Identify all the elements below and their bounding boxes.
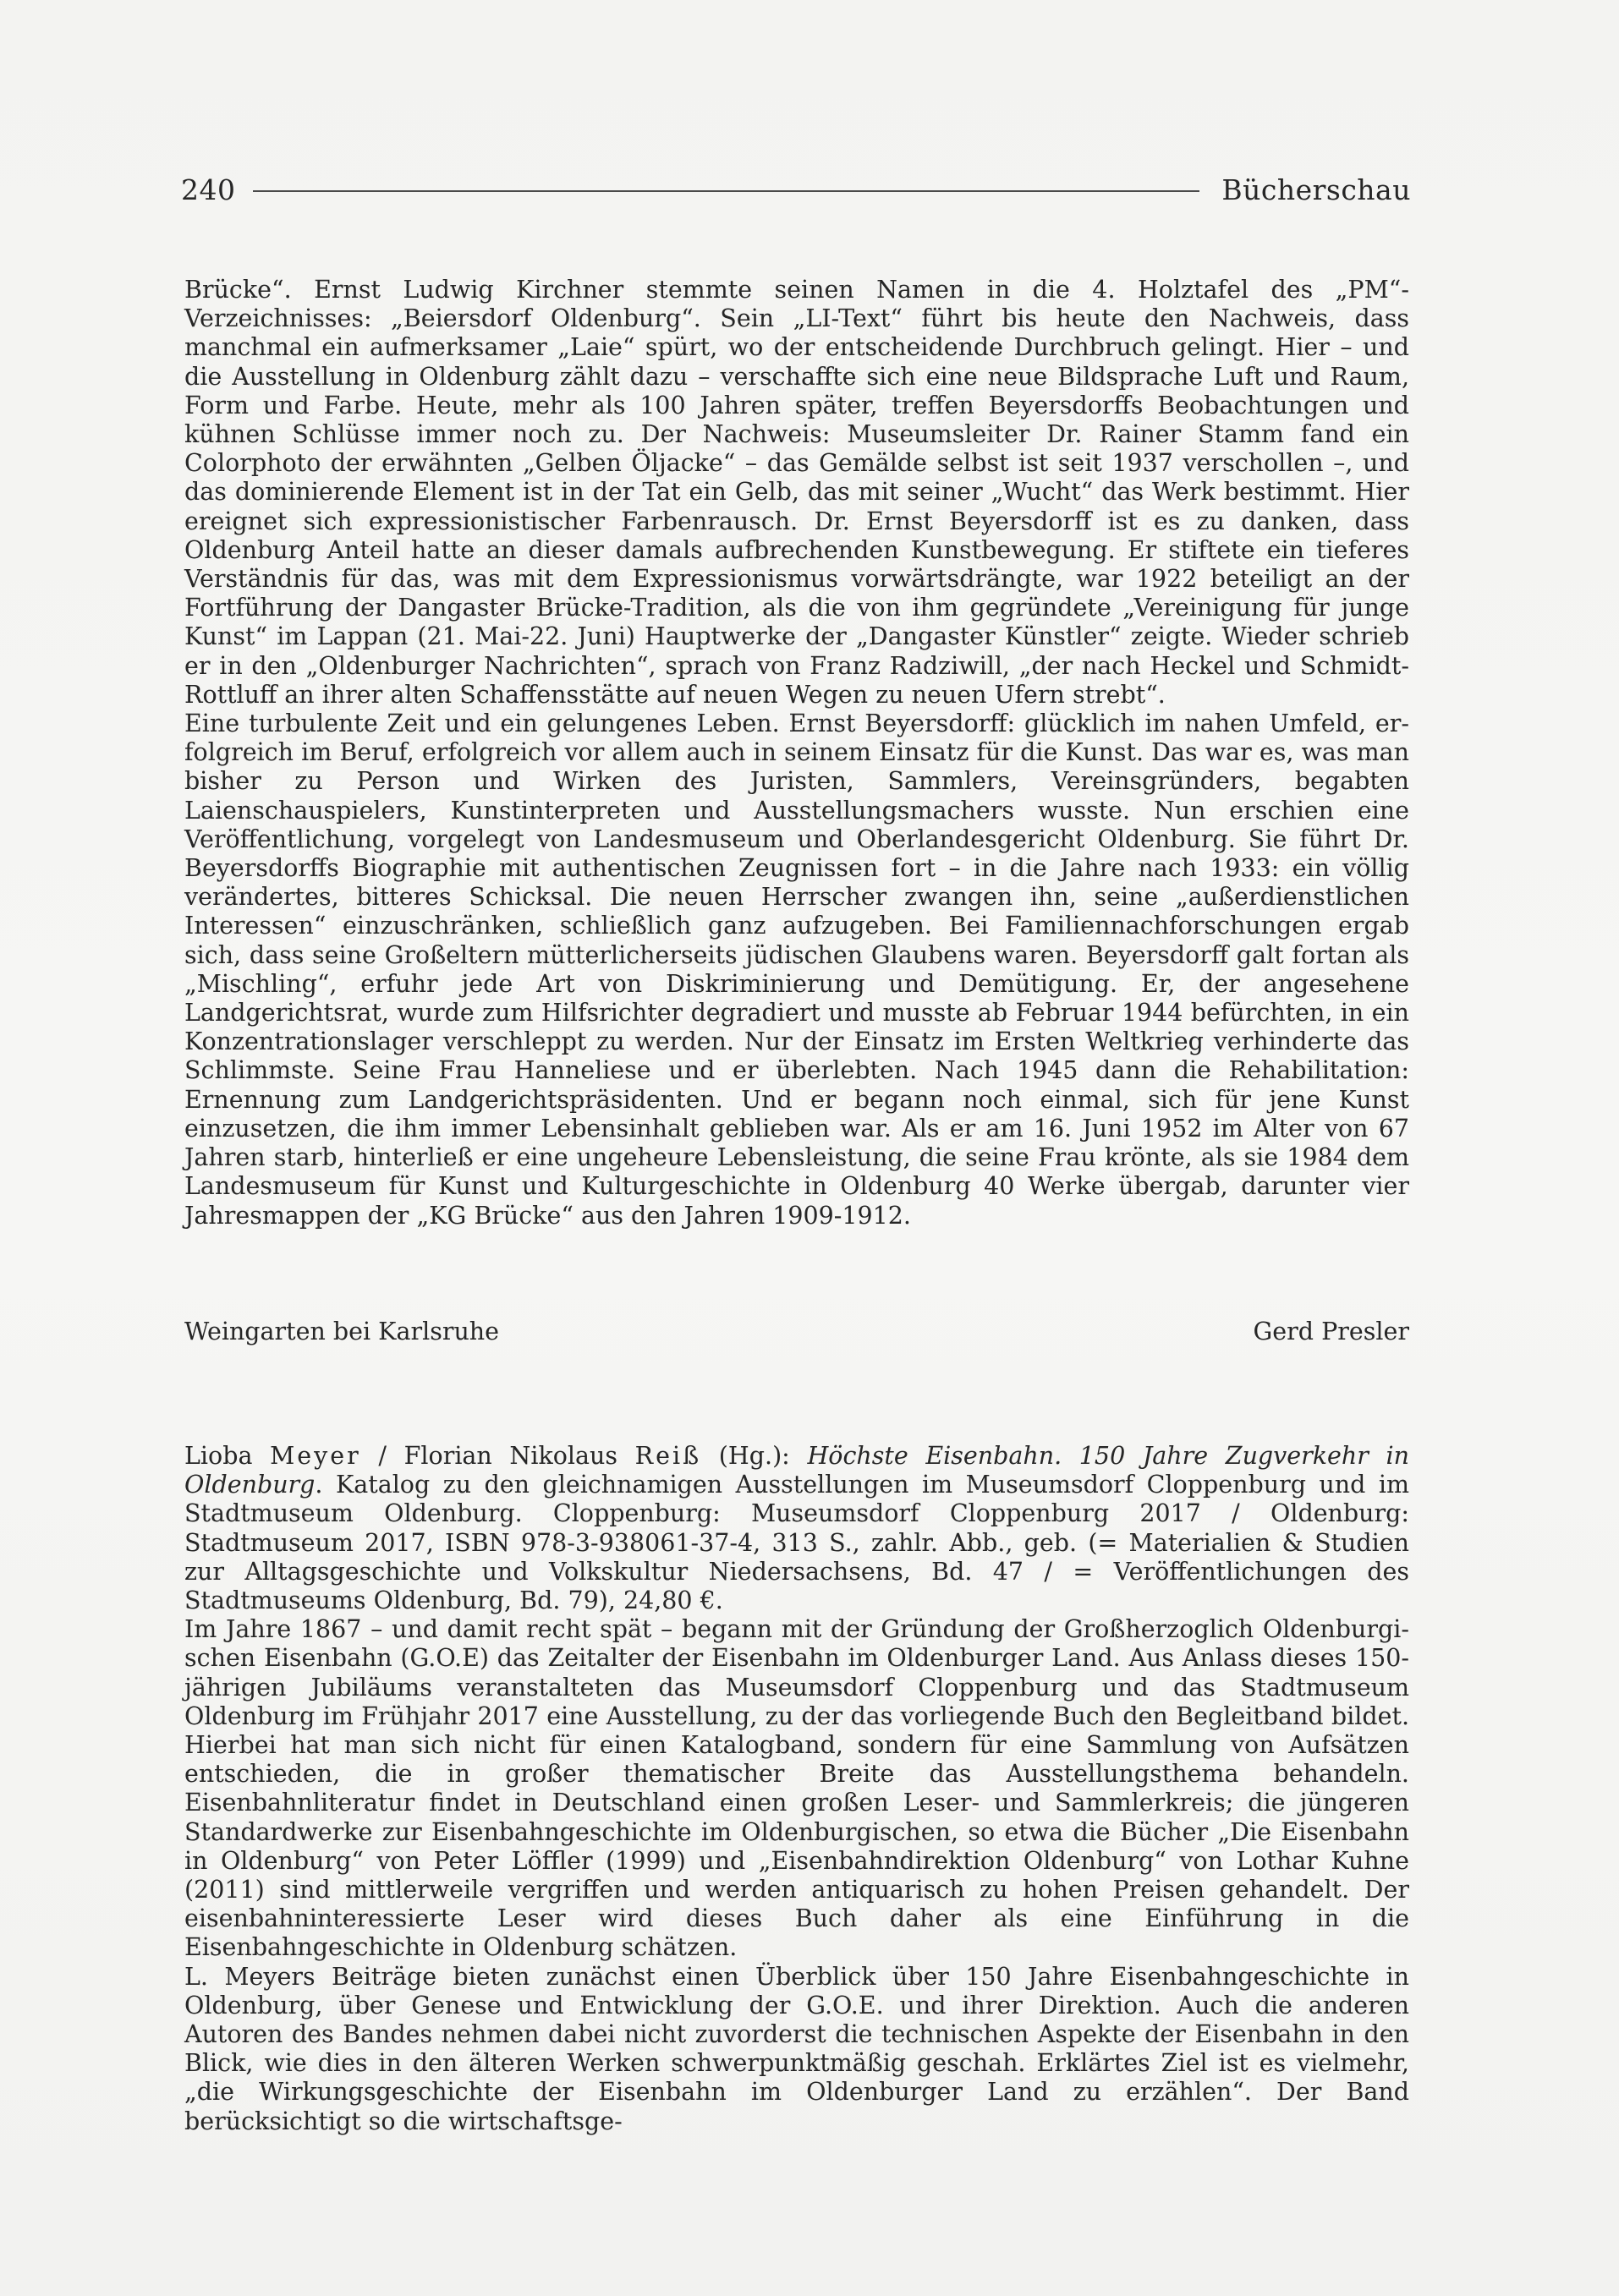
author2-last: Reiß [634,1442,702,1470]
review2 [184,1442,1409,2136]
author1-last: Meyer [270,1442,361,1470]
review2-paragraph-2: L. Meyers Beiträge bieten zunächst einen Überblick über 150 Jahre Eisenbahngeschichte in Oldenburg, über Genese und Entwicklung der G.O.E. und ihrer Direktion. Auch die anderen Autoren des Bandes nehmen dabei nicht zuvorderst die technischen Aspekte der Eisenbahn in den Blick, wie dies in den älteren Werken schwerpunktmäßig geschah. Erklärtes Ziel ist es vielmehr, „die Wirkungsgeschichte der Eisenbahn im Oldenburger Land zu erzählen“. Der Band berücksichtigt so die wirtschaftsge- [184,1962,1409,2135]
review-continuation [184,276,1409,1230]
author2-first: Florian Nikolaus [403,1442,617,1470]
author-separator: / [360,1442,404,1470]
editor-note: (Hg.): [701,1442,808,1470]
review2-paragraph-1: Im Jahre 1867 – und damit recht spät – begann mit der Gründung der Großherzoglich Oldenburgischen Eisenbahn (G.O.E) das Zeitalter der Eisenbahn im Oldenburger Land. Aus Anlass dieses 150-jährigen Jubiläums veranstalteten das Museumsdorf Cloppenburg und das Stadtmuseum Oldenburg im Frühjahr 2017 eine Ausstellung, zu der das vorliegende Buch den Begleitband bildet. Hierbei hat man sich nicht für einen Katalogband, sondern für eine Sammlung von Aufsätzen entschieden, die in großer thematischer Breite das Ausstellungsthema behandeln. Eisenbahnliteratur findet in Deutschland einen großen Leser- und Sammlerkreis; die jüngeren Standardwerke zur Eisenbahngeschichte im Oldenburgischen, so etwa die Bücher „Die Eisenbahn in Oldenburg“ von Peter Löffler (1999) und „Eisenbahndirektion Oldenburg“ von Lothar Kuhne (2011) sind mittlerweile vergriffen und werden antiquarisch zu hohen Preisen gehandelt. Der eisenbahninteressierte Leser wird dieses Buch daher als eine Einführung in die Eisenbahngeschichte in Oldenburg schätzen. [184,1615,1409,1962]
book-title: Höchste Eisenbahn. 150 Jahre Zugverkehr in Oldenburg [184,1442,1409,1499]
citation-details: . Katalog zu den gleichnamigen Ausstellungen im Museumsdorf Cloppenburg und im Stadtmuseum Oldenburg. Cloppenburg: Museumsdorf Cloppenburg 2017 / Oldenburg: Stadtmuseum 2017, ISBN 978-3-938061-37-4, 313 S., zahlr. Abb., geb. (= Materialien & Studien zur Alltagsgeschichte und Volkskultur Niedersachsens, Bd. 47 / = Veröffentlichungen des Stadtmuseums Oldenburg, Bd. 79), 24,80 €. [184,1471,1409,1615]
review1-place: Weingarten bei Karlsruhe [184,1318,500,1345]
author1-first: Lioba [184,1442,253,1470]
review1-paragraph-2: Eine turbulente Zeit und ein gelungenes Leben. Ernst Beyersdorff: glücklich im nahen Umfeld, erfolgreich im Beruf, erfolgreich vor allem auch in seinem Einsatz für die Kunst. Das war es, was man bisher zu Person und Wirken des Juristen, Sammlers, Vereinsgründers, begabten Laienschauspielers, Kunstinterpreten und Ausstellungsmachers wusste. Nun erschien eine Veröffentlichung, vorgelegt von Landesmuseum und Oberlandesgericht Oldenburg. Sie führt Dr. Beyersdorffs Biographie mit authentischen Zeugnissen fort – in die Jahre nach 1933: ein völlig verändertes, bitteres Schicksal. Die neuen Herrscher zwangen ihn, seine „außerdienstlichen Interessen“ einzuschränken, schließlich ganz aufzugeben. Bei Familiennachforschungen ergab sich, dass seine Großeltern mütterlicherseits jüdischen Glaubens waren. Beyersdorff galt fortan als „Mischling“, erfuhr jede Art von Diskriminierung und Demütigung. Er, der angesehene Landgerichtsrat, wurde zum Hilfsrichter degradiert und musste ab Februar 1944 befürchten, in ein Konzentrationslager verschleppt zu werden. Nur der Einsatz im Ersten Weltkrieg verhinderte das Schlimmste. Seine Frau Hanneliese und er überlebten. Nach 1945 dann die Rehabilitation: Ernennung zum Landgerichtspräsidenten. Und er begann noch einmal, sich für jene Kunst einzusetzen, die ihm immer Lebensinhalt geblieben war. Als er am 16. Juni 1952 im Alter von 67 Jahren starb, hinterließ er eine ungeheure Lebensleistung, die seine Frau krönte, als sie 1984 dem Landesmuseum für Kunst und Kulturgeschichte in Oldenburg 40 Werke übergab, darunter vier Jahresmappen der „KG Brücke“ aus den Jahren 1909-1912. [184,710,1409,1230]
section-title: Bücherschau [1221,173,1411,206]
page-number: 240 [181,173,236,206]
review1-paragraph-1: Brücke“. Ernst Ludwig Kirchner stemmte seinen Namen in die 4. Holztafel des „PM“-Verzeichnisses: „Beiersdorf Oldenburg“. Sein „LI-Text“ führt bis heute den Nachweis, dass manchmal ein aufmerksamer „Laie“ spürt, wo der entscheidende Durchbruch gelingt. Hier – und die Ausstellung in Oldenburg zählt dazu – verschaffte sich eine neue Bildsprache Luft und Raum, Form und Farbe. Heute, mehr als 100 Jahren später, treffen Beyersdorffs Beobachtungen und kühnen Schlüsse immer noch zu. Der Nachweis: Museumsleiter Dr. Rainer Stamm fand ein Colorphoto der erwähnten „Gelben Öljacke“ – das Gemälde selbst ist seit 1937 verschollen –, und das dominierende Element ist in der Tat ein Gelb, das mit seiner „Wucht“ das Werk bestimmt. Hier ereignet sich expressionistischer Farbenrausch. Dr. Ernst Beyersdorff ist es zu danken, dass Oldenburg Anteil hatte an dieser damals aufbrechenden Kunstbewegung. Er stiftete ein tieferes Verständnis für das, was mit dem Expressionismus vorwärtsdrängte, war 1922 beteiligt an der Fortführung der Dangaster Brücke-Tradition, als die von ihm gegründete „Vereinigung für junge Kunst“ im Lappan (21. Mai-22. Juni) Hauptwerke der „Dangaster Künstler“ zeigte. Wieder schrieb er in den „Oldenburger Nachrichten“, sprach von Franz Radziwill, „der nach Heckel und Schmidt-Rottluff an ihrer alten Schaffensstätte auf neuen Wegen zu neuen Ufern strebt“. [184,276,1409,709]
review1-signoff [184,1318,1409,1346]
review2-citation [184,1442,1409,1615]
review1-author: Gerd Presler [1253,1318,1409,1345]
running-head [181,166,1411,213]
header-rule [253,190,1200,192]
